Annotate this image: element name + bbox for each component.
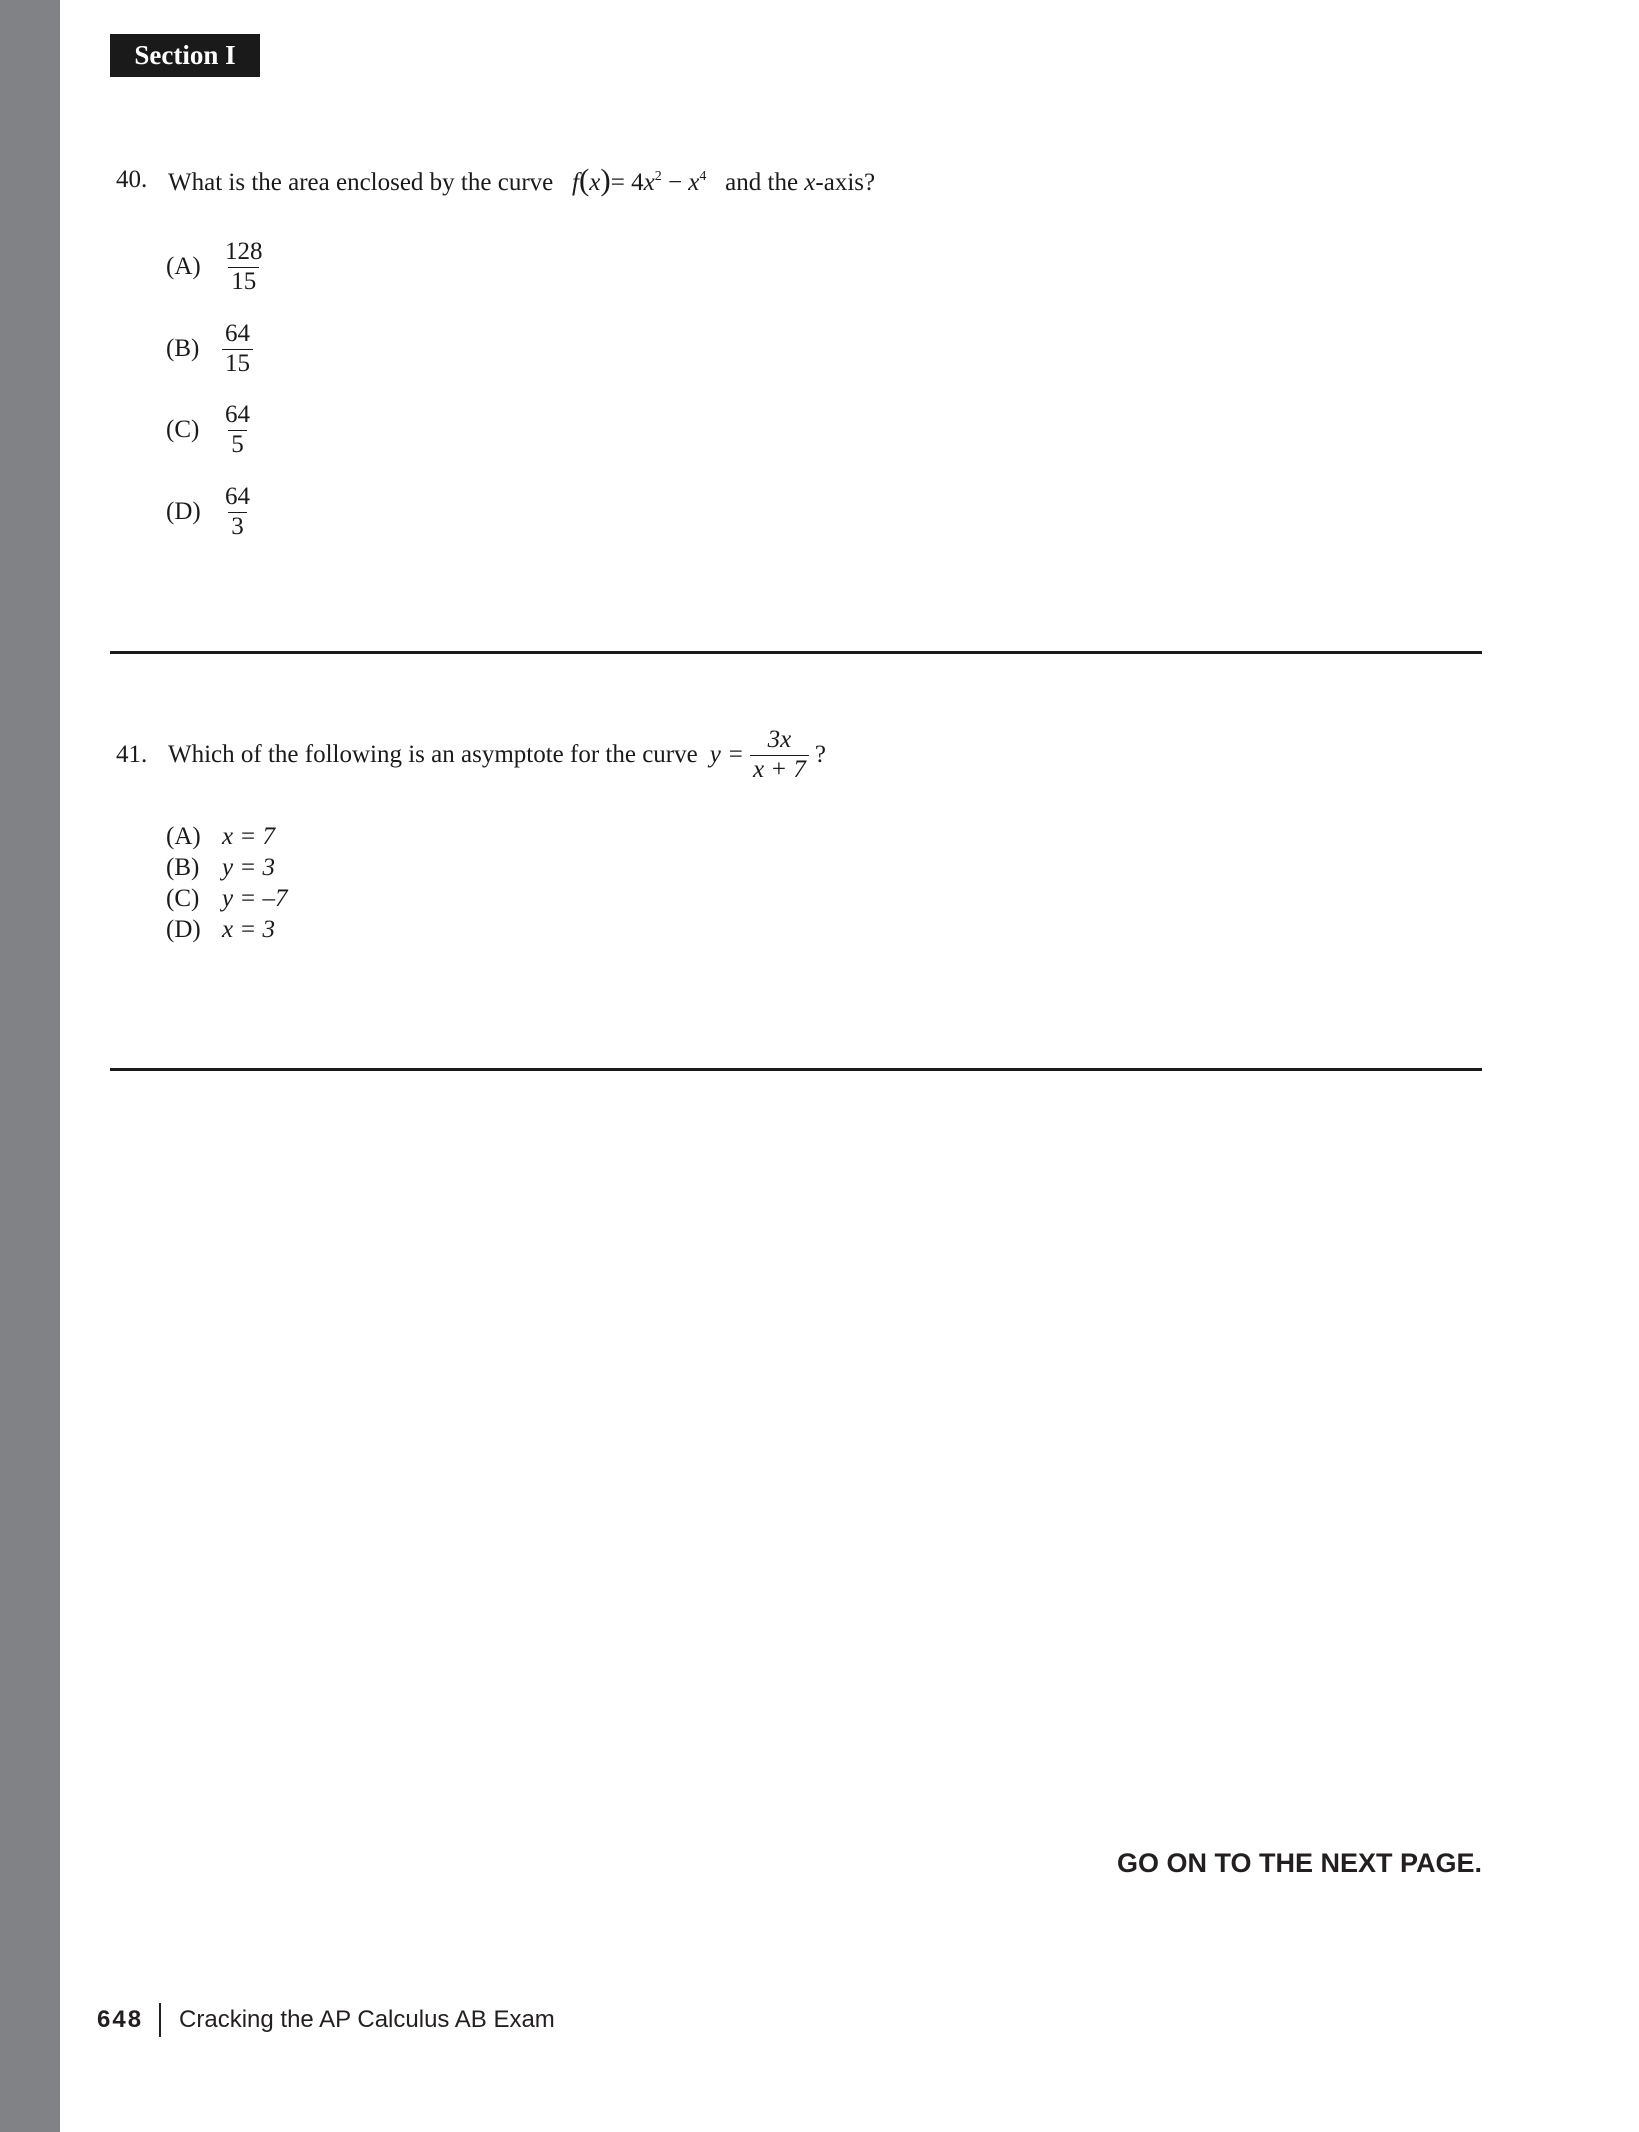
choice-d xyxy=(166,916,275,944)
denominator: 15 xyxy=(228,267,259,297)
choice-c xyxy=(166,401,253,460)
choice-a xyxy=(166,238,266,297)
section-label: Section I xyxy=(110,34,260,77)
denominator: 5 xyxy=(228,430,247,460)
numerator: 128 xyxy=(225,238,263,265)
choice-letter: (B) xyxy=(166,335,200,363)
formula xyxy=(572,162,707,197)
choice-b xyxy=(166,320,253,379)
choice-letter: (C) xyxy=(166,416,200,444)
question-text xyxy=(168,726,826,785)
question-text-before: Which of the following is an asymptote for the curve xyxy=(168,741,698,769)
question-text-mid: and the xyxy=(725,169,799,196)
formula-x: x xyxy=(589,169,601,196)
numerator: 3x xyxy=(767,726,792,753)
question-text-after: ? xyxy=(814,741,827,769)
denominator: 15 xyxy=(222,349,253,379)
choice-letter: (B) xyxy=(166,854,200,881)
formula-minus: − xyxy=(661,169,689,196)
formula-exponent-4: 4 xyxy=(699,169,707,184)
choice-c xyxy=(166,885,287,913)
numerator: 64 xyxy=(225,320,250,347)
formula-paren-close: ) xyxy=(600,162,611,197)
side-bar xyxy=(0,0,60,2132)
denominator: x + 7 xyxy=(750,755,809,785)
fraction xyxy=(222,401,253,460)
numerator: 64 xyxy=(225,483,250,510)
formula-x-squared: x xyxy=(643,169,655,196)
choice-d xyxy=(166,483,253,542)
divider-rule xyxy=(110,1068,1482,1071)
next-page-notice: GO ON TO THE NEXT PAGE. xyxy=(1116,1848,1482,1878)
footer-divider xyxy=(159,2003,161,2037)
fraction xyxy=(222,320,253,379)
divider-rule xyxy=(110,651,1482,654)
denominator: 3 xyxy=(228,512,247,542)
fraction xyxy=(222,238,266,297)
formula-f: f xyxy=(572,169,579,196)
book-title: Cracking the AP Calculus AB Exam xyxy=(179,2006,555,2033)
choice-letter: (D) xyxy=(166,498,201,526)
choice-letter: (A) xyxy=(166,823,201,850)
page-number: 648 xyxy=(97,2006,144,2033)
question-text-after: -axis? xyxy=(815,169,876,196)
question-41 xyxy=(116,726,826,785)
choice-letter: (A) xyxy=(166,253,201,281)
question-40 xyxy=(116,162,875,198)
question-text-before: What is the area enclosed by the curve xyxy=(168,169,554,196)
choice-value: x = 7 xyxy=(222,823,275,850)
formula-x-fourth: x xyxy=(688,169,700,196)
formula-exponent-2: 2 xyxy=(654,169,662,184)
choice-a xyxy=(166,823,275,851)
formula-equals: = 4 xyxy=(610,169,644,196)
choice-letter: (D) xyxy=(166,916,201,943)
choice-value: x = 3 xyxy=(222,916,275,943)
numerator: 64 xyxy=(225,401,250,428)
fraction xyxy=(222,483,253,542)
formula-paren-open: ( xyxy=(578,162,590,197)
choice-value: y = 3 xyxy=(222,854,275,881)
question-number: 40. xyxy=(116,166,148,193)
choice-value: y = –7 xyxy=(222,885,288,912)
question-text xyxy=(168,162,875,198)
formula-fraction xyxy=(750,726,809,785)
choice-b xyxy=(166,854,275,882)
formula-lhs: y = xyxy=(709,741,744,769)
question-text-var: x xyxy=(804,169,816,196)
page-footer xyxy=(97,2003,555,2037)
question-number: 41. xyxy=(116,741,148,769)
choice-letter: (C) xyxy=(166,885,200,912)
